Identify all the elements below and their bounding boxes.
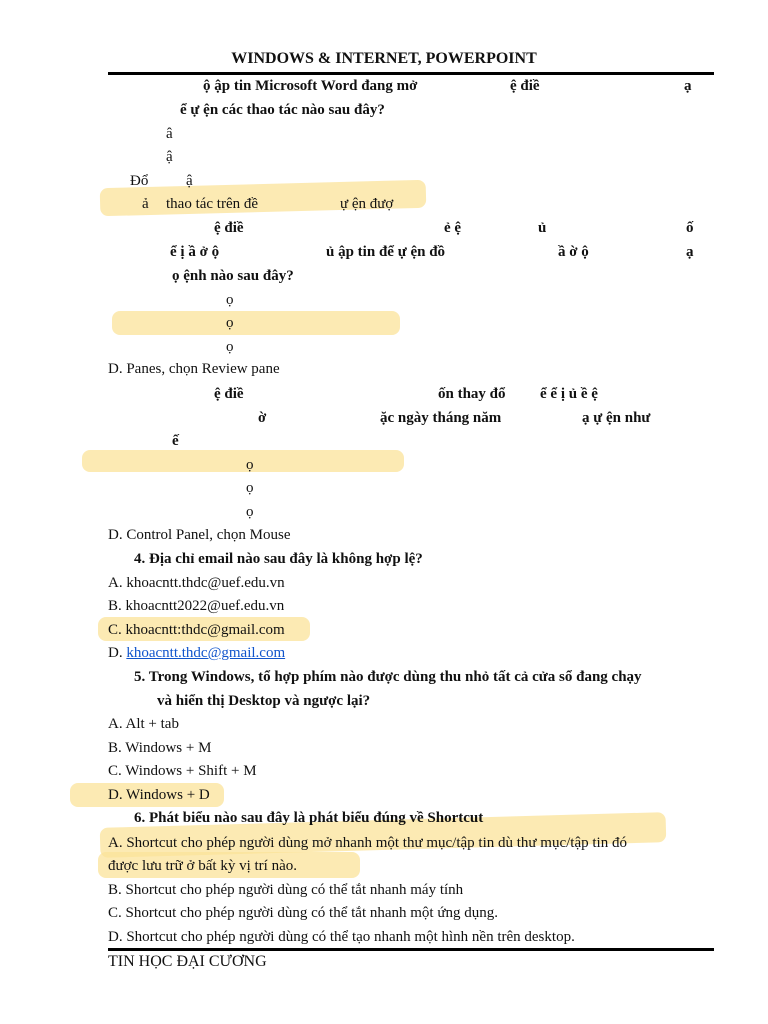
q3-line3: ế xyxy=(172,433,179,449)
page-footer-text: TIN HỌC ĐẠI CƯƠNG xyxy=(108,953,267,970)
q4-option-d-prefix: D. xyxy=(108,645,127,661)
q4-option-a: A. khoacntt.thdc@uef.edu.vn xyxy=(108,575,285,591)
header-rule xyxy=(108,72,714,75)
q6-option-c: C. Shortcut cho phép người dùng có thể tắt nhanh một ứng dụng. xyxy=(108,905,498,921)
q2-line2-b: ủ ập tin để ự ện đồ xyxy=(326,244,446,260)
q2-line1-c: ủ xyxy=(538,220,547,236)
q1-option-d-b: thao tác trên đề xyxy=(166,196,259,212)
q3-line2-c: ạ ự ện như xyxy=(582,410,651,426)
q5-option-c: C. Windows + Shift + M xyxy=(108,763,257,779)
q5-question-line2: và hiển thị Desktop và ngược lại? xyxy=(157,693,371,709)
q5-option-d: D. Windows + D xyxy=(108,787,210,803)
q2-option-c: ọ xyxy=(226,339,234,355)
q6-option-a-line2: được lưu trữ ở bất kỳ vị trí nào. xyxy=(108,858,297,874)
q3-option-c: ọ xyxy=(246,504,254,520)
q3-option-b: ọ xyxy=(246,480,254,496)
highlight-q2-answer xyxy=(112,311,400,335)
q1-option-a: â xyxy=(166,126,173,142)
q5-option-b: B. Windows + M xyxy=(108,740,212,756)
q2-line2-d: ạ xyxy=(686,244,694,260)
q1-option-b: ậ xyxy=(166,149,173,165)
q3-line2-a: ờ xyxy=(258,410,267,426)
q2-line2-c: ầ ờ ộ xyxy=(558,244,589,260)
q2-line1-d: ố xyxy=(686,220,694,236)
q3-line1-a: ệ điề xyxy=(214,386,244,402)
q1-option-c-a: Đổ xyxy=(130,173,149,189)
q1-line1-c: ạ xyxy=(684,78,692,94)
q2-option-d: D. Panes, chọn Review pane xyxy=(108,361,280,377)
q6-option-b: B. Shortcut cho phép người dùng có thể tắt nhanh máy tính xyxy=(108,882,464,898)
q1-option-c-b: ậ xyxy=(186,173,193,189)
q4-option-d-email-link[interactable]: khoacntt.thdc@gmail.com xyxy=(126,645,286,661)
q4-option-b: B. khoacntt2022@uef.edu.vn xyxy=(108,598,285,614)
q3-option-a: ọ xyxy=(246,457,254,473)
footer-rule xyxy=(108,948,714,951)
q2-line1-a: ệ điề xyxy=(214,220,244,236)
q6-option-d: D. Shortcut cho phép người dùng có thể tạo nhanh một hình nền trên desktop. xyxy=(108,929,575,945)
highlight-q3-answer xyxy=(82,450,404,472)
q1-option-d-c: ự ện đượ xyxy=(340,196,394,212)
q5-option-a: A. Alt + tab xyxy=(108,716,179,732)
q1-line1-b: ệ điề xyxy=(510,78,540,94)
q2-option-b: ọ xyxy=(226,315,234,331)
q2-option-a: ọ xyxy=(226,292,234,308)
q5-question-line1: 5. Trong Windows, tổ hợp phím nào được dùng thu nhỏ tất cả cửa sổ đang chạy xyxy=(134,669,642,685)
q3-option-d: D. Control Panel, chọn Mouse xyxy=(108,527,291,543)
q2-line2-a: ể ị ầ ở ộ xyxy=(170,244,220,260)
q1-option-d-a: ả xyxy=(142,196,149,212)
q4-option-d xyxy=(108,643,285,663)
q3-line1-b: ốn thay đổ xyxy=(438,386,506,402)
q2-line1-b: ẻ ệ xyxy=(444,220,462,236)
q6-question: 6. Phát biểu nào sau đây là phát biểu đúng về Shortcut xyxy=(134,810,484,826)
q3-line2-b: ặc ngày tháng năm xyxy=(380,410,502,426)
page-header-title: WINDOWS & INTERNET, POWERPOINT xyxy=(231,50,537,67)
q1-line1-a: ộ ập tin Microsoft Word đang mở xyxy=(203,78,418,94)
q3-line1-c: ể ể ị ủ ề ệ xyxy=(540,386,598,402)
q6-option-a-line1: A. Shortcut cho phép người dùng mở nhanh một thư mục/tập tin dù thư mục/tập tin đó xyxy=(108,835,627,851)
q1-line2: ể ự ện các thao tác nào sau đây? xyxy=(180,102,385,118)
q4-option-c: C. khoacntt:thdc@gmail.com xyxy=(108,622,285,638)
q4-question: 4. Địa chỉ email nào sau đây là không hợp lệ? xyxy=(134,551,423,567)
q2-line3: ọ ệnh nào sau đây? xyxy=(172,268,294,284)
